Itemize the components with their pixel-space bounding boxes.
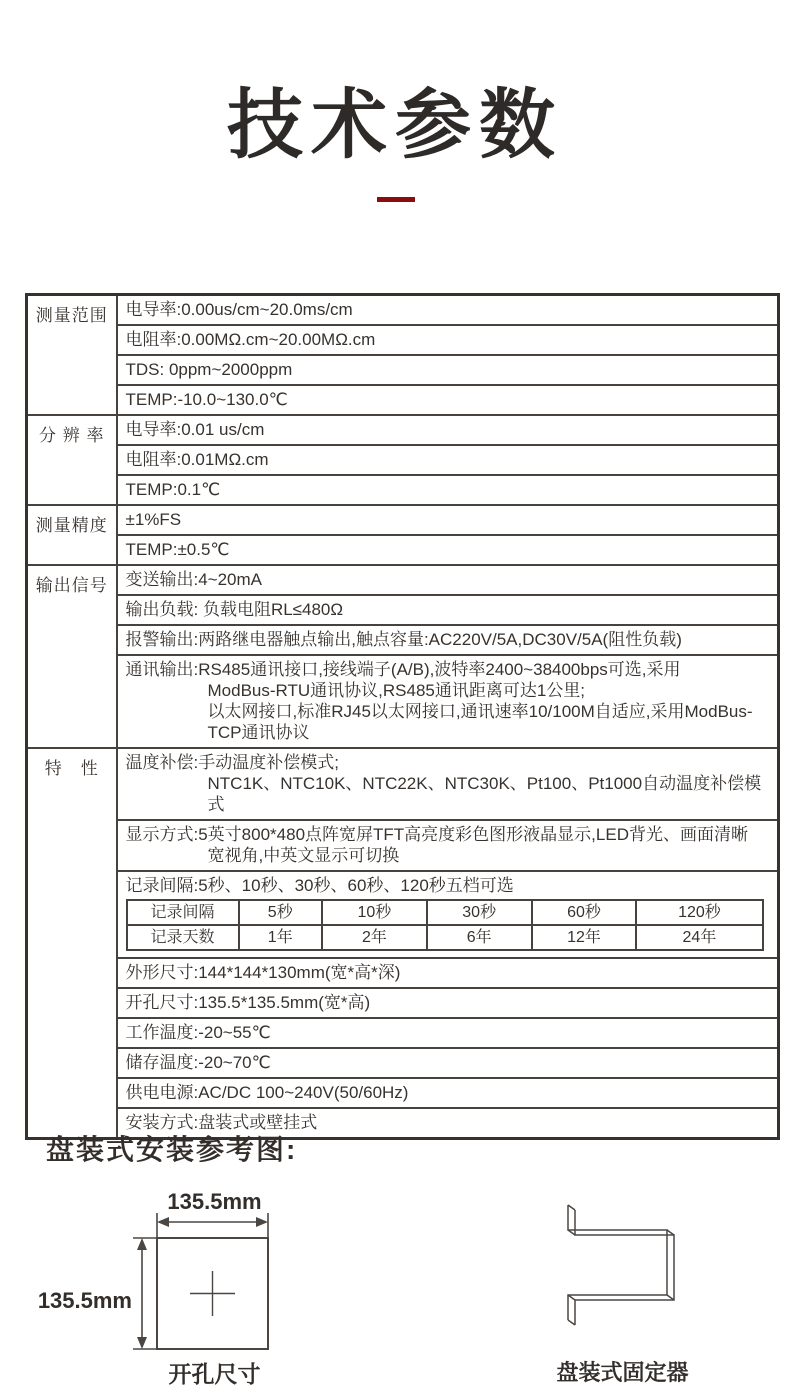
spec-row bbox=[27, 988, 779, 1018]
record-row-header: 记录间隔 bbox=[127, 900, 239, 925]
spec-value-line: 温度补偿:手动温度补偿模式; bbox=[125, 753, 339, 772]
spec-row bbox=[27, 295, 779, 326]
spec-value-line: 工作温度:-20~55℃ bbox=[125, 1023, 271, 1042]
spec-value-line: 电导率:0.00us/cm~20.0ms/cm bbox=[125, 300, 353, 319]
spec-group-label: 分 辨 率 bbox=[27, 415, 117, 505]
vertical-dimension-arrow bbox=[133, 1238, 157, 1349]
spec-value-cell bbox=[117, 871, 779, 958]
record-cell: 24年 bbox=[636, 925, 762, 950]
spec-value-line: 安装方式:盘装式或壁挂式 bbox=[125, 1113, 318, 1132]
spec-value-cell bbox=[117, 1048, 779, 1078]
spec-value-cell bbox=[117, 1078, 779, 1108]
spec-value-line: 电阻率:0.00MΩ.cm~20.00MΩ.cm bbox=[125, 330, 376, 349]
horizontal-dimension-arrow bbox=[157, 1213, 268, 1238]
spec-value-line: 开孔尺寸:135.5*135.5mm(宽*高) bbox=[125, 993, 371, 1012]
spec-value-line: 电阻率:0.01MΩ.cm bbox=[125, 450, 269, 469]
mount-bracket-drawing bbox=[560, 1200, 685, 1330]
spec-row bbox=[27, 1048, 779, 1078]
spec-row bbox=[27, 820, 779, 871]
spec-row bbox=[27, 1078, 779, 1108]
spec-value-cell bbox=[117, 595, 779, 625]
spec-value-cell bbox=[117, 445, 779, 475]
spec-value-line: ModBus-RTU通讯协议,RS485通讯距离可达1公里; bbox=[207, 681, 586, 700]
spec-value-cell bbox=[117, 748, 779, 820]
record-cell: 12年 bbox=[532, 925, 637, 950]
spec-row bbox=[27, 655, 779, 748]
spec-row bbox=[27, 355, 779, 385]
spec-value-line: NTC1K、NTC10K、NTC22K、NTC30K、Pt100、Pt1000自动温度补偿模式 bbox=[207, 774, 762, 814]
spec-value-line: 记录间隔:5秒、10秒、30秒、60秒、120秒五档可选 bbox=[125, 876, 514, 895]
spec-value-cell bbox=[117, 475, 779, 505]
spec-value-cell bbox=[117, 958, 779, 988]
spec-value-line: 电导率:0.01 us/cm bbox=[125, 420, 265, 439]
spec-value-line: 通讯输出:RS485通讯接口,接线端子(A/B),波特率2400~38400bps可选,采用 bbox=[125, 660, 681, 679]
spec-value-cell bbox=[117, 820, 779, 871]
record-cell: 2年 bbox=[322, 925, 427, 950]
title-underline bbox=[377, 197, 415, 202]
spec-value-line: 外形尺寸:144*144*130mm(宽*高*深) bbox=[125, 963, 401, 982]
spec-group-label: 输出信号 bbox=[27, 565, 117, 748]
record-cell: 1年 bbox=[239, 925, 323, 950]
spec-value-cell bbox=[117, 565, 779, 595]
spec-value-cell bbox=[117, 988, 779, 1018]
cutout-width-label: 135.5mm bbox=[167, 1189, 262, 1214]
cutout-caption: 开孔尺寸 bbox=[168, 1361, 261, 1387]
spec-value-line: 报警输出:两路继电器触点输出,触点容量:AC220V/5A,DC30V/5A(阻性负载) bbox=[125, 630, 682, 649]
spec-value-line: TCP通讯协议 bbox=[207, 723, 310, 742]
spec-row bbox=[27, 565, 779, 595]
record-cell: 10秒 bbox=[322, 900, 427, 925]
spec-value-line: ±1%FS bbox=[125, 510, 182, 529]
spec-value-line: TEMP:±0.5℃ bbox=[125, 540, 230, 559]
spec-value-cell bbox=[117, 325, 779, 355]
spec-row bbox=[27, 325, 779, 355]
spec-row bbox=[27, 385, 779, 415]
mount-section-heading: 盘装式安装参考图: bbox=[46, 1134, 298, 1165]
record-row bbox=[127, 900, 763, 925]
record-cell: 30秒 bbox=[427, 900, 532, 925]
spec-value-cell bbox=[117, 295, 779, 326]
spec-row bbox=[27, 1018, 779, 1048]
spec-value-cell bbox=[117, 625, 779, 655]
record-row bbox=[127, 925, 763, 950]
spec-group-label: 特 性 bbox=[27, 748, 117, 1139]
spec-value-cell bbox=[117, 505, 779, 535]
spec-table-body bbox=[27, 295, 779, 1139]
spec-row bbox=[27, 475, 779, 505]
spec-value-line: TEMP:0.1℃ bbox=[125, 480, 221, 499]
spec-row bbox=[27, 595, 779, 625]
spec-value-line: 以太网接口,标准RJ45以太网接口,通讯速率10/100M自适应,采用ModBus- bbox=[207, 702, 753, 721]
record-row-header: 记录天数 bbox=[127, 925, 239, 950]
spec-value-cell bbox=[117, 385, 779, 415]
record-interval-table bbox=[126, 899, 764, 951]
spec-value-line: 储存温度:-20~70℃ bbox=[125, 1053, 271, 1072]
spec-group-label: 测量精度 bbox=[27, 505, 117, 565]
record-cell: 60秒 bbox=[532, 900, 637, 925]
spec-value-cell bbox=[117, 1018, 779, 1048]
spec-row bbox=[27, 871, 779, 958]
spec-value-cell bbox=[117, 415, 779, 445]
spec-value-cell bbox=[117, 655, 779, 748]
page-title: 技术参数 bbox=[227, 83, 563, 168]
spec-value-cell bbox=[117, 535, 779, 565]
spec-value-line: 供电电源:AC/DC 100~240V(50/60Hz) bbox=[125, 1083, 409, 1102]
spec-value-line: TDS: 0ppm~2000ppm bbox=[125, 360, 293, 379]
center-cross-mark bbox=[190, 1271, 235, 1316]
spec-value-line: 宽视角,中英文显示可切换 bbox=[207, 846, 400, 865]
spec-group-label: 测量范围 bbox=[27, 295, 117, 416]
spec-value-cell bbox=[117, 355, 779, 385]
spec-row bbox=[27, 625, 779, 655]
cutout-height-label: 135.5mm bbox=[37, 1288, 132, 1313]
record-cell: 6年 bbox=[427, 925, 532, 950]
record-cell: 5秒 bbox=[239, 900, 323, 925]
cutout-diagram bbox=[128, 1205, 278, 1357]
spec-row bbox=[27, 535, 779, 565]
spec-row bbox=[27, 958, 779, 988]
record-cell: 120秒 bbox=[636, 900, 762, 925]
spec-value-line: 输出负载: 负载电阻RL≤480Ω bbox=[125, 600, 344, 619]
spec-value-line: 变送输出:4~20mA bbox=[125, 570, 263, 589]
spec-row bbox=[27, 445, 779, 475]
fixture-caption: 盘装式固定器 bbox=[556, 1360, 689, 1385]
spec-row bbox=[27, 415, 779, 445]
spec-table bbox=[25, 293, 780, 1140]
spec-value-line: 显示方式:5英寸800*480点阵宽屏TFT高亮度彩色图形液晶显示,LED背光、画面清晰 bbox=[125, 825, 748, 844]
spec-row bbox=[27, 505, 779, 535]
spec-row bbox=[27, 748, 779, 820]
spec-value-line: TEMP:-10.0~130.0℃ bbox=[125, 390, 288, 409]
